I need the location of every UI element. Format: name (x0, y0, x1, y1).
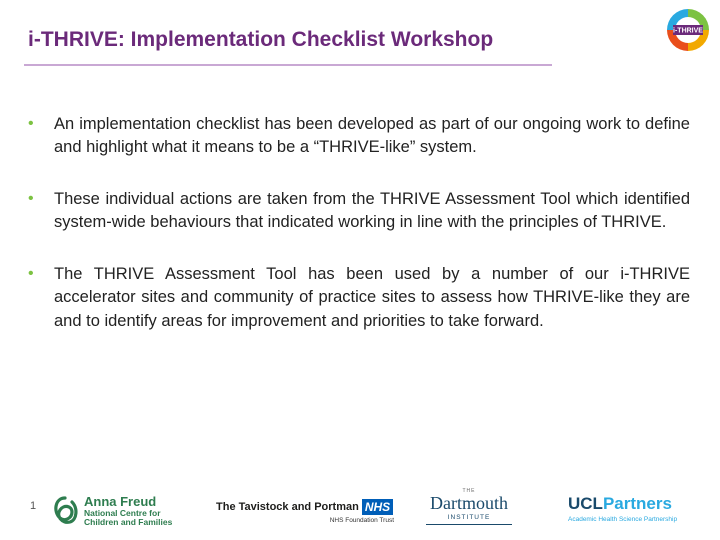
anna-freud-name: Anna Freud (84, 494, 157, 509)
page-number: 1 (30, 500, 37, 512)
bullet-list (28, 113, 690, 333)
tavistock-portman-logo (216, 499, 394, 529)
i-thrive-logo-icon (664, 6, 712, 54)
title-divider (24, 64, 552, 66)
tavistock-portman-name: The Tavistock and Portman (216, 500, 359, 513)
i-thrive-logo-text: i-THRIVE (673, 27, 703, 35)
bullet-text: An implementation checklist has been developed as part of our ongoing work to define and highlight what it means to be a “THRIVE-like” system. (54, 115, 690, 157)
ucl-partners-logo (568, 492, 708, 532)
dartmouth-logo (426, 488, 512, 536)
ucl-partners-subtitle: Academic Health Science Partnership (568, 516, 678, 523)
dartmouth-prefix: THE (462, 488, 476, 494)
tavistock-portman-row (216, 499, 394, 515)
ucl-name-part-b: Partners (602, 494, 672, 513)
ucl-name-part-a: UCL (568, 494, 603, 513)
dartmouth-institute: INSTITUTE (447, 514, 491, 521)
anna-freud-subtitle-2: Children and Families (84, 516, 173, 527)
i-thrive-logo (664, 6, 712, 54)
bullet-dot-icon: • (28, 115, 34, 132)
anna-freud-text (84, 495, 172, 526)
nhs-badge: NHS (362, 499, 393, 515)
bullet-item (28, 188, 690, 234)
dartmouth-divider (426, 524, 512, 525)
bullet-text: The THRIVE Assessment Tool has been used by a number of our i-THRIVE accelerator sites and community of practice sites to assess how THRIVE-like they are and to identify areas for improvement and priorities to take forward. (54, 265, 690, 330)
ucl-partners-name (568, 495, 672, 512)
tavistock-portman-subtitle: NHS Foundation Trust (329, 517, 394, 524)
bullet-dot-icon: • (28, 190, 34, 208)
anna-freud-knot-icon (50, 494, 80, 528)
dartmouth-name: Dartmouth (430, 493, 508, 513)
bullet-text: These individual actions are taken from the THRIVE Assessment Tool which identified system-wide behaviours that indicated working in line with the principles of THRIVE. (54, 190, 690, 232)
anna-freud-logo (50, 492, 180, 532)
bullet-dot-icon: • (28, 265, 34, 283)
slide-title: i-THRIVE: Implementation Checklist Workshop (28, 28, 494, 51)
anna-freud-subtitle-1: National Centre for (84, 507, 161, 518)
bullet-item (28, 263, 690, 332)
bullet-item (28, 113, 690, 159)
